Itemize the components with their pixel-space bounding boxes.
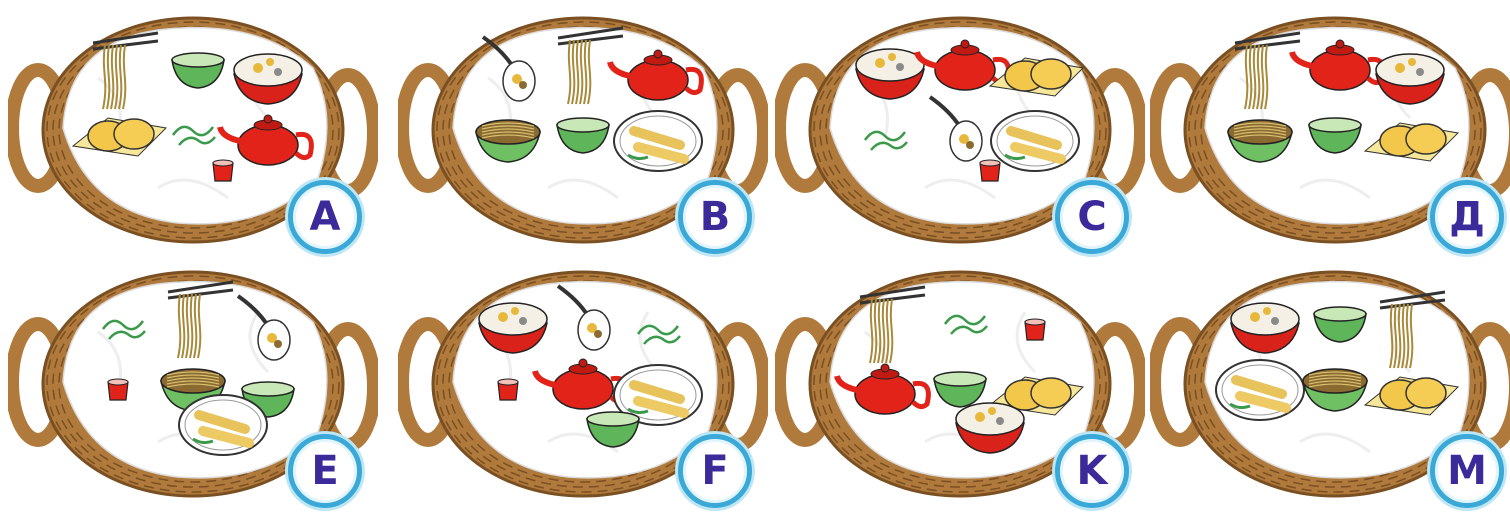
basket-option[interactable] <box>775 8 1145 258</box>
option-letter-badge <box>1055 434 1129 508</box>
basket-option[interactable] <box>8 8 378 258</box>
basket-option[interactable] <box>1150 262 1510 512</box>
cup-icon <box>108 379 128 400</box>
basket-option[interactable] <box>8 262 378 512</box>
basket-option[interactable] <box>398 8 768 258</box>
basket-option[interactable] <box>1150 8 1510 258</box>
option-letter: K <box>1076 448 1108 494</box>
spring-roll-plate-icon <box>614 111 702 171</box>
option-letter: B <box>699 194 731 240</box>
option-letter-badge <box>1430 434 1504 508</box>
option-letter: Д <box>1449 194 1485 240</box>
cup-icon <box>980 160 1000 181</box>
option-letter-badge <box>1055 180 1129 254</box>
basket-option[interactable] <box>398 262 768 512</box>
option-letter: E <box>311 448 339 494</box>
cup-icon <box>1025 319 1045 340</box>
option-letter-badge <box>288 180 362 254</box>
option-letter-badge <box>678 434 752 508</box>
spring-roll-plate-icon <box>179 395 267 455</box>
spring-roll-plate-icon <box>991 111 1079 171</box>
option-letter: F <box>701 448 729 494</box>
cup-icon <box>213 160 233 181</box>
option-letter: A <box>309 194 341 240</box>
basket-option[interactable] <box>775 262 1145 512</box>
option-letter: C <box>1077 194 1107 240</box>
option-letter-badge <box>1430 180 1504 254</box>
option-letter-badge <box>678 180 752 254</box>
option-letter-badge <box>288 434 362 508</box>
cup-icon <box>498 379 518 400</box>
option-letter: M <box>1447 448 1487 494</box>
spring-roll-plate-icon <box>1216 360 1304 420</box>
